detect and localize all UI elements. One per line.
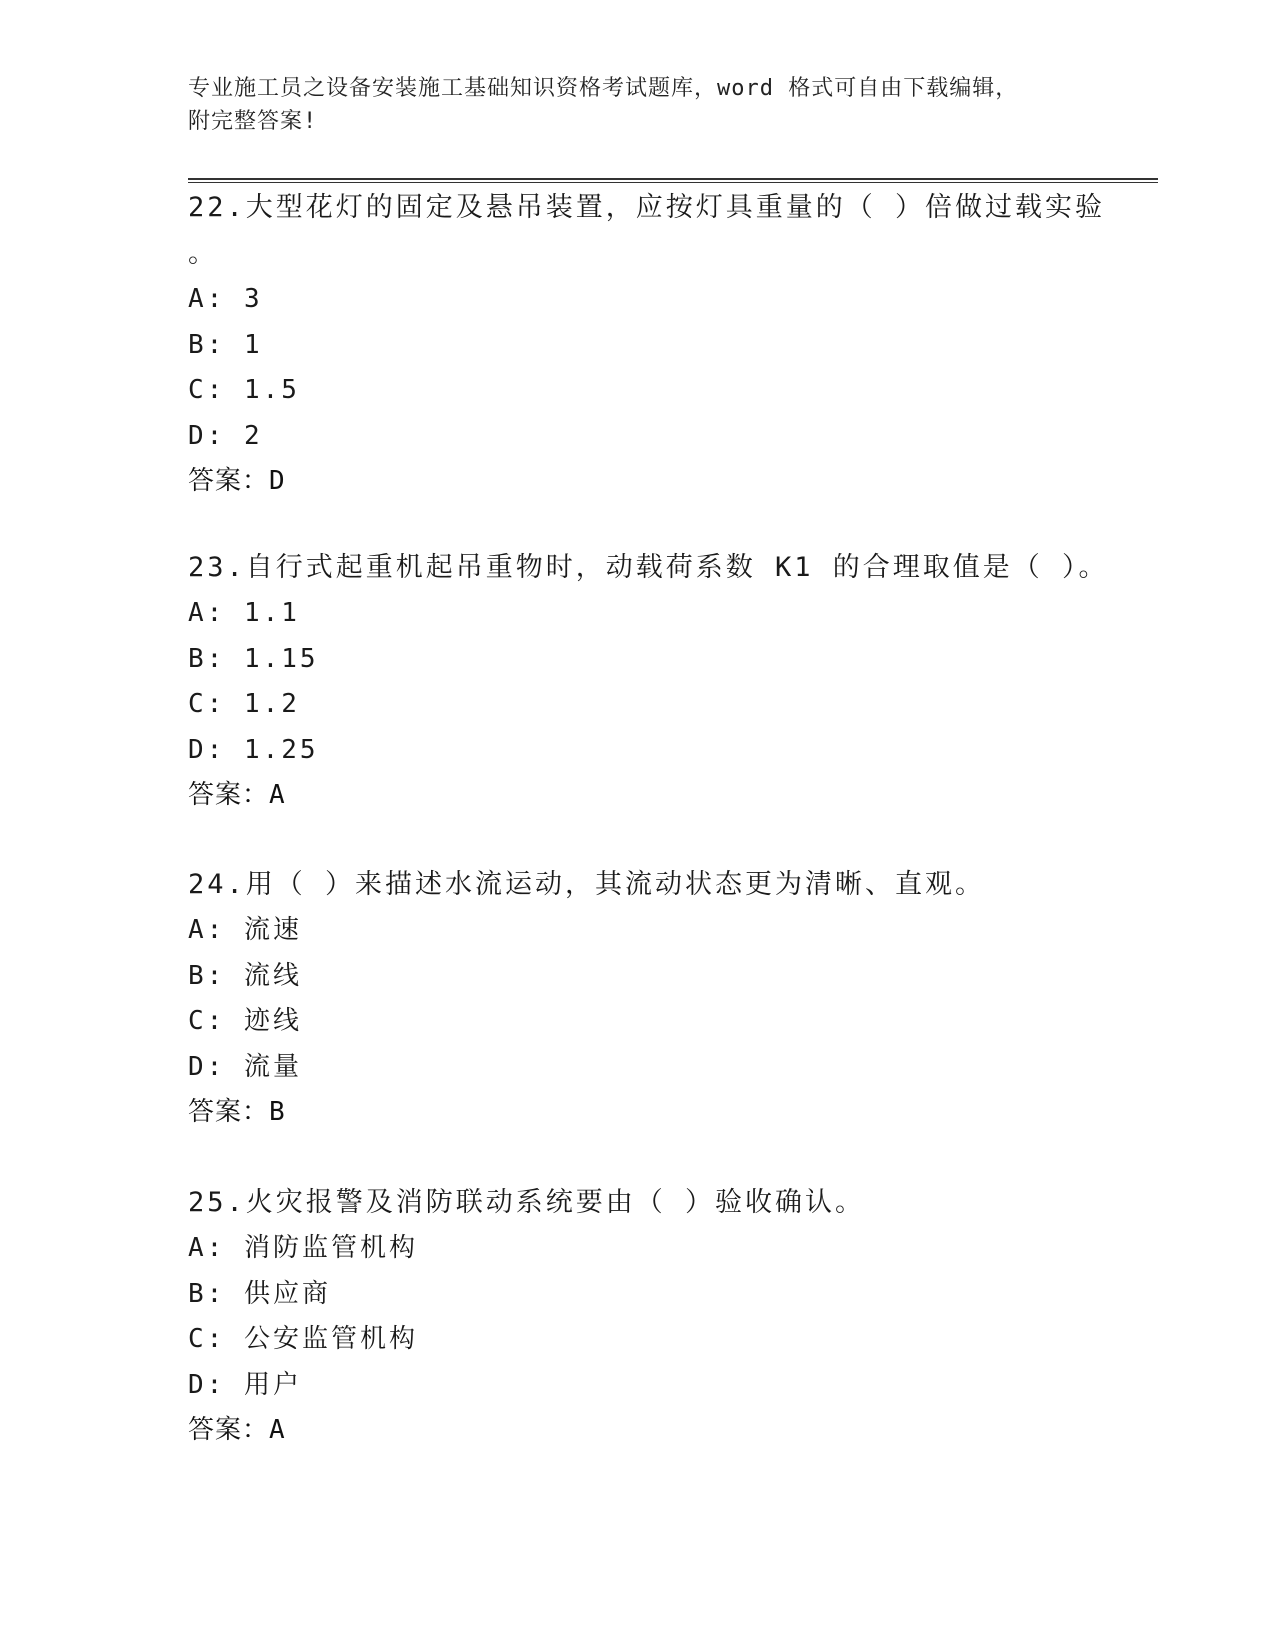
answer-label: 答案：	[188, 466, 270, 496]
option-b: B: 供应商	[188, 1278, 331, 1309]
answer-value: D	[269, 466, 286, 496]
header-intro-line-2: 附完整答案!	[188, 109, 318, 134]
answer-line	[188, 1090, 1118, 1135]
header-intro-line-1: 专业施工员之设备安装施工基础知识资格考试题库，word 格式可自由下载编辑，	[188, 76, 1019, 101]
answer-line	[188, 773, 1118, 818]
question-stem: 25.火灾报警及消防联动系统要由（ ）验收确认。	[188, 1187, 866, 1218]
answer-label: 答案：	[188, 1097, 270, 1127]
option-a: A: 1.1	[188, 598, 300, 628]
question-stem: 24.用（ ）来描述水流运动，其流动状态更为清晰、直观。	[188, 869, 986, 900]
header-divider	[188, 178, 1158, 183]
answer-label: 答案：	[188, 780, 270, 810]
document-header	[188, 72, 1088, 138]
question-stem: 22.大型花灯的固定及悬吊装置，应按灯具重量的（ ）倍做过载实验	[188, 192, 1106, 223]
option-a: A: 流速	[188, 915, 302, 945]
answer-value: A	[269, 780, 286, 810]
question-25	[188, 1180, 1118, 1453]
option-b: B: 1	[188, 329, 263, 360]
answer-label: 答案：	[188, 1415, 270, 1445]
option-c: C: 1.2	[188, 689, 300, 719]
option-d: D: 流量	[188, 1051, 302, 1082]
option-c: C: 公安监管机构	[188, 1324, 418, 1354]
question-stem: 23.自行式起重机起吊重物时，动载荷系数 K1 的合理取值是（ ）。	[188, 552, 1109, 583]
answer-line	[188, 1408, 1118, 1453]
answer-value: B	[269, 1097, 286, 1127]
option-a: A: 消防监管机构	[188, 1233, 418, 1263]
option-c: C: 迹线	[188, 1006, 302, 1036]
question-23	[188, 545, 1118, 818]
answer-value: A	[269, 1415, 286, 1445]
option-c: C: 1.5	[188, 375, 300, 405]
answer-line	[188, 459, 1118, 504]
option-d: D: 1.25	[188, 734, 319, 765]
option-d: D: 用户	[188, 1369, 302, 1400]
option-d: D: 2	[188, 420, 263, 451]
question-22	[188, 185, 1118, 504]
question-24	[188, 862, 1118, 1135]
option-b: B: 流线	[188, 960, 302, 991]
option-b: B: 1.15	[188, 643, 319, 674]
question-stem-continuation: 。	[188, 238, 218, 269]
option-a: A: 3	[188, 284, 263, 314]
